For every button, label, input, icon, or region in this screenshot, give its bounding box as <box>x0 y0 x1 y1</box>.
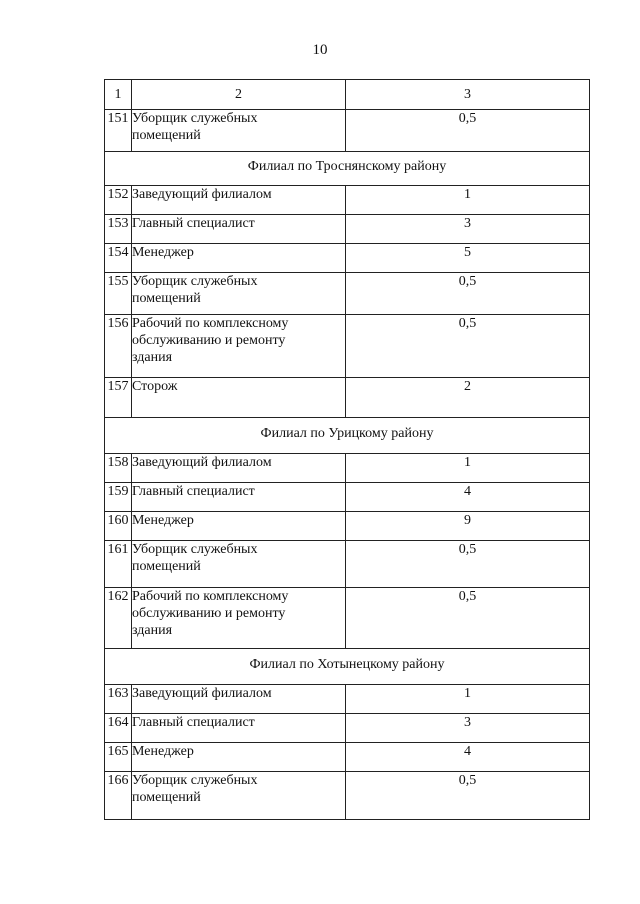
table-row <box>105 215 590 244</box>
page-number: 10 <box>312 42 328 58</box>
row-number: 157 <box>105 378 132 418</box>
header-col-position: 2 <box>132 80 346 110</box>
position-name: Менеджер <box>132 244 346 273</box>
staff-count: 4 <box>346 483 590 512</box>
row-number: 162 <box>105 588 132 649</box>
section-row <box>105 152 590 186</box>
table-row <box>105 685 590 714</box>
table-row <box>105 454 590 483</box>
position-name: Рабочий по комплексному обслуживанию и ремонту здания <box>132 588 346 649</box>
row-number: 166 <box>105 772 132 820</box>
row-number: 152 <box>105 186 132 215</box>
row-number: 156 <box>105 315 132 378</box>
position-name: Главный специалист <box>132 483 346 512</box>
position-name: Уборщик служебных помещений <box>132 273 346 315</box>
position-name: Заведующий филиалом <box>132 685 346 714</box>
position-name: Заведующий филиалом <box>132 454 346 483</box>
staff-count: 5 <box>346 244 590 273</box>
table-row <box>105 714 590 743</box>
staff-count: 2 <box>346 378 590 418</box>
staff-count: 0,5 <box>346 273 590 315</box>
row-number: 164 <box>105 714 132 743</box>
table-row <box>105 378 590 418</box>
table-row <box>105 743 590 772</box>
table-row <box>105 110 590 152</box>
table-row <box>105 273 590 315</box>
row-number: 165 <box>105 743 132 772</box>
section-row <box>105 418 590 454</box>
position-name: Менеджер <box>132 743 346 772</box>
staff-count: 9 <box>346 512 590 541</box>
staff-count: 3 <box>346 714 590 743</box>
table-row <box>105 483 590 512</box>
section-row <box>105 649 590 685</box>
position-name: Главный специалист <box>132 215 346 244</box>
position-name: Сторож <box>132 378 346 418</box>
staff-table-body <box>105 80 590 820</box>
row-number: 154 <box>105 244 132 273</box>
staff-count: 3 <box>346 215 590 244</box>
staff-count: 0,5 <box>346 541 590 588</box>
header-col-count: 3 <box>346 80 590 110</box>
row-number: 155 <box>105 273 132 315</box>
staff-count: 0,5 <box>346 772 590 820</box>
table-row <box>105 315 590 378</box>
table-row <box>105 186 590 215</box>
position-name: Заведующий филиалом <box>132 186 346 215</box>
staff-count: 0,5 <box>346 110 590 152</box>
staff-count: 0,5 <box>346 315 590 378</box>
table-row <box>105 244 590 273</box>
staff-count: 1 <box>346 685 590 714</box>
position-name: Уборщик служебных помещений <box>132 772 346 820</box>
staff-count: 1 <box>346 454 590 483</box>
row-number: 158 <box>105 454 132 483</box>
table-row <box>105 588 590 649</box>
row-number: 163 <box>105 685 132 714</box>
staff-count: 1 <box>346 186 590 215</box>
table-row <box>105 772 590 820</box>
row-number: 151 <box>105 110 132 152</box>
row-number: 159 <box>105 483 132 512</box>
section-title: Филиал по Урицкому району <box>105 418 590 454</box>
position-name: Менеджер <box>132 512 346 541</box>
section-title: Филиал по Троснянскому району <box>105 152 590 186</box>
table-row <box>105 512 590 541</box>
row-number: 160 <box>105 512 132 541</box>
row-number: 161 <box>105 541 132 588</box>
position-name: Уборщик служебных помещений <box>132 541 346 588</box>
row-number: 153 <box>105 215 132 244</box>
table-header-row <box>105 80 590 110</box>
position-name: Главный специалист <box>132 714 346 743</box>
table-row <box>105 541 590 588</box>
position-name: Уборщик служебных помещений <box>132 110 346 152</box>
header-col-number: 1 <box>105 80 132 110</box>
section-title: Филиал по Хотынецкому району <box>105 649 590 685</box>
staff-table <box>104 79 590 820</box>
position-name: Рабочий по комплексному обслуживанию и ремонту здания <box>132 315 346 378</box>
staff-count: 0,5 <box>346 588 590 649</box>
staff-count: 4 <box>346 743 590 772</box>
